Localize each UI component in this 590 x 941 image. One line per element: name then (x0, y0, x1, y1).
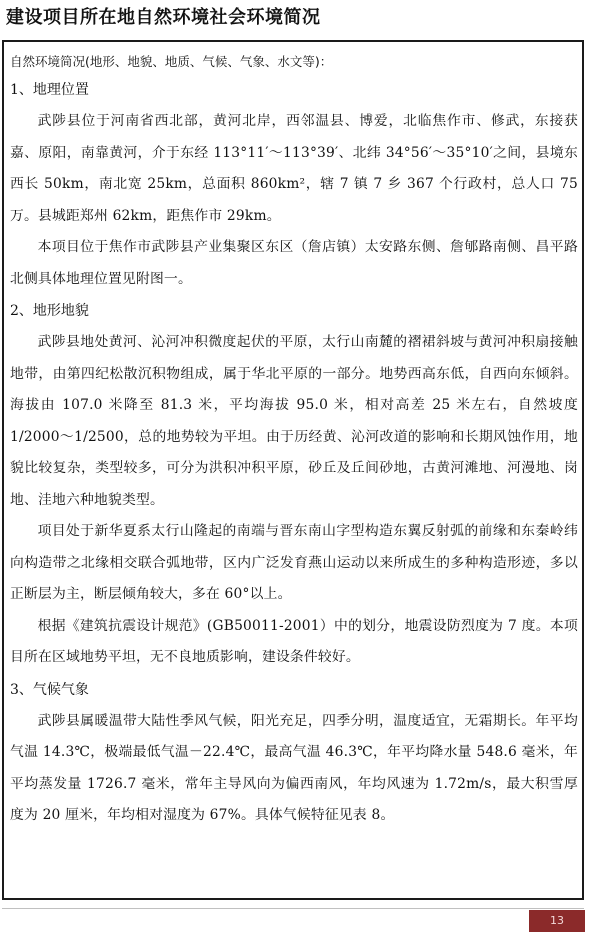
paragraph-terrain-3: 根据《建筑抗震设计规范》(GB50011-2001）中的划分，地震设防烈度为 7 度。本项目所在区域地势平坦，无不良地质影响，建设条件较好。 (10, 617, 578, 665)
section-heading-location: 1、地理位置 (10, 82, 89, 98)
paragraph-climate-1: 武陟县属暖温带大陆性季风气候，阳光充足，四季分明，温度适宜，无霜期长。年平均气温 14.3℃，极端最低气温－22.4℃，最高气温 46.3℃，年平均降水量 548.6 毫米，年平均蒸发量 1726.7 毫米，常年主导风向为偏西南风，年均风速为 1.72m/s，最大积雪厚度为 20 厘米，年均相对湿度为 67%。具体气候特征见表 8。 (10, 712, 578, 823)
content-box (2, 40, 584, 900)
paragraph-location-2: 本项目位于焦作市武陟县产业集聚区东区（詹店镇）太安路东侧、詹郇路南侧、昌平路北侧具体地理位置见附图一。 (10, 239, 578, 287)
paragraph-location-1: 武陟县位于河南省西北部，黄河北岸，西邻温县、博爱，北临焦作市、修武，东接获嘉、原阳，南靠黄河，介于东经 113°11′～113°39′、北纬 34°56′～35°10′之间，县境东西长 50km，南北宽 25km，总面积 860km²，辖 7 镇 7 乡 367 个行政村，总人口 75 万。县城距郑州 62km，距焦作市 29km。 (10, 113, 578, 224)
intro-line: 自然环境简况(地形、地貌、地质、气候、气象、水文等)： (10, 54, 333, 69)
paragraph-terrain-2: 项目处于新华夏系太行山隆起的南端与晋东南山字型构造东翼反射弧的前缘和东秦岭纬向构造带之北缘相交联合弧地带，区内广泛发育燕山运动以来所成生的多种构造形迹，多以正断层为主，断层倾角较大，多在 60°以上。 (10, 523, 578, 602)
section-heading-terrain: 2、地形地貌 (10, 303, 89, 319)
footer-divider (2, 908, 584, 909)
paragraph-terrain-1: 武陟县地处黄河、沁河冲积微度起伏的平原，太行山南麓的褶裙斜坡与黄河冲积扇接触地带，由第四纪松散沉积物组成，属于华北平原的一部分。地势西高东低，自西向东倾斜。海拔由 107.0 米降至 81.3 米，平均海拔 95.0 米，相对高差 25 米左右，自然坡度 1/2000～1/2500，总的地势较为平坦。由于历经黄、沁河改道的影响和长期风蚀作用，地貌比较复杂，类型较多，可分为洪积冲积平原，砂丘及丘间砂地，古黄河滩地、河漫地、岗地、洼地六种地貌类型。 (10, 334, 578, 508)
page-number: 13 (529, 910, 585, 932)
page-title: 建设项目所在地自然环境社会环境简况 (6, 7, 321, 28)
section-heading-climate: 3、气候气象 (10, 681, 89, 698)
